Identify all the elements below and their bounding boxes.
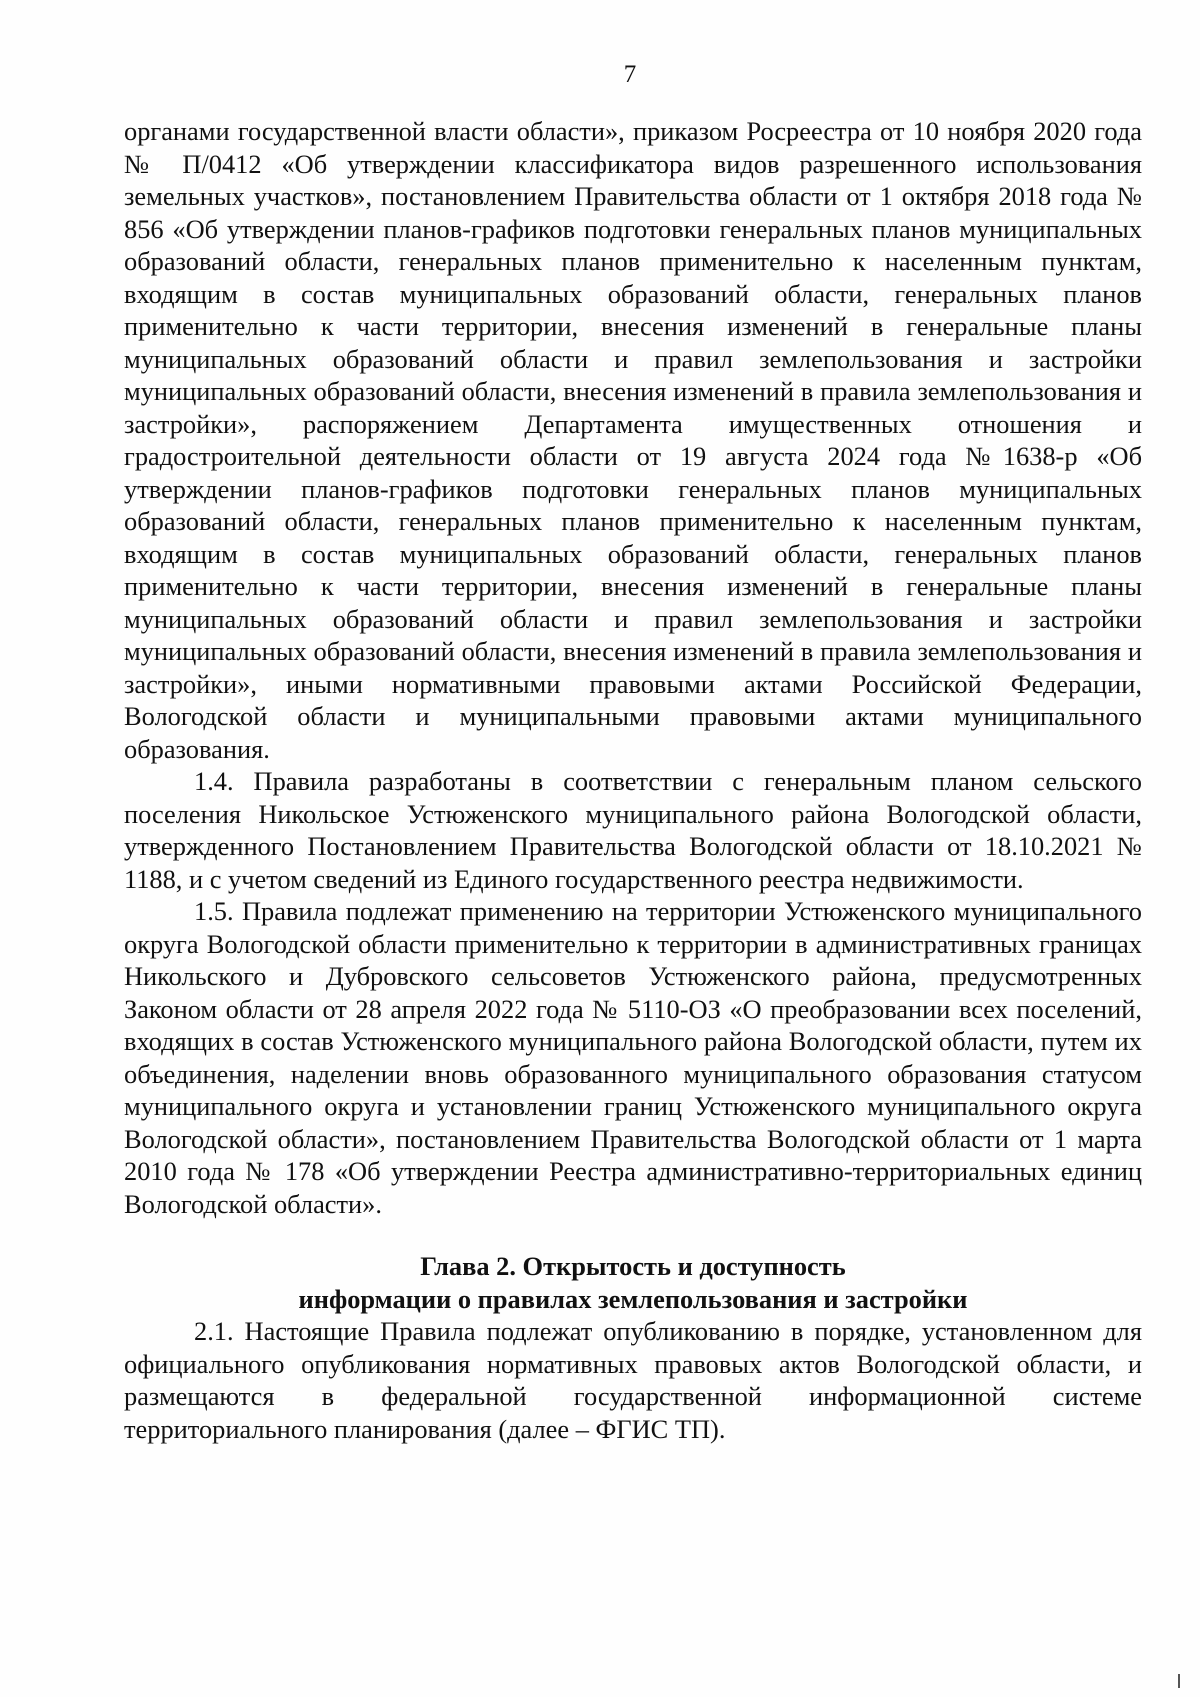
paragraph-continuation: органами государственной власти области», приказом Росреестра от 10 ноября 2020 года № П/0412 «Об утверждении классификатора видов разрешенного использования земельных участков», постановлением Правительства области от 1 октября 2018 года № 856 «Об утверждении планов-графиков подготовки генеральных планов муниципальных образований области, генеральных планов применительно к населенным пунктам, входящим в состав муниципальных образований области, генеральных планов применительно к части территории, внесения изменений в генеральные планы муниципальных образований области и правил землепользования и застройки муниципальных образований области, внесения изменений в правила землепользования и застройки», распоряжением Департамента имущественных отношения и градостроительной деятельности области от 19 августа 2024 года №1638-р «Об утверждении планов-графиков подготовки генеральных планов муниципальных образований области, генеральных планов применительно к населенным пунктам, входящим в состав муниципальных образований области, генеральных планов применительно к части территории, внесения изменений в генеральные планы муниципальных образований области и правил землепользования и застройки муниципальных образований области, внесения изменений в правила землепользования и застройки», иными нормативными правовыми актами Российской Федерации, Вологодской области и муниципальными правовыми актами муниципального образования. bbox=[124, 116, 1142, 764]
paragraph-1-5: 1.5. Правила подлежат применению на территории Устюженского муниципального округа Вологодской области применительно к территории в административных границах Никольского и Дубровского сельсоветов Устюженского района, предусмотренных Законом области от 28 апреля 2022 года № 5110-ОЗ «О преобразовании всех поселений, входящих в состав Устюженского муниципального района Вологодской области, путем их объединения, наделении вновь образованного муниципального образования статусом муниципального округа и установлении границ Устюженского муниципального округа Вологодской области», постановлением Правительства Вологодской области от 1 марта 2010 года № 178 «Об утверждении Реестра административно-территориальных единиц Вологодской области». bbox=[124, 896, 1142, 1219]
chapter-heading-line-1: Глава 2. Открытость и доступность bbox=[420, 1251, 846, 1281]
paragraph-2-1: 2.1. Настоящие Правила подлежат опубликованию в порядке, установленном для официального опубликования нормативных правовых актов Вологодской области, и размещаются в федеральной государственной информационной системе территориального планирования (далее – ФГИС ТП). bbox=[124, 1316, 1142, 1444]
page-number: 7 bbox=[623, 61, 637, 88]
scan-edge-mark bbox=[1178, 1674, 1180, 1688]
chapter-heading bbox=[124, 1250, 1142, 1315]
document-body bbox=[124, 115, 1142, 1445]
chapter-heading-line-2: информации о правилах землепользования и застройки bbox=[298, 1283, 968, 1314]
paragraph-1-4: 1.4. Правила разработаны в соответствии с генеральным планом сельского поселения Никольское Устюженского муниципального района Вологодской области, утвержденного Постановлением Правительства Вологодской области от 18.10.2021 № 1188, и с учетом сведений из Единого государственного реестра недвижимости. bbox=[124, 766, 1142, 894]
